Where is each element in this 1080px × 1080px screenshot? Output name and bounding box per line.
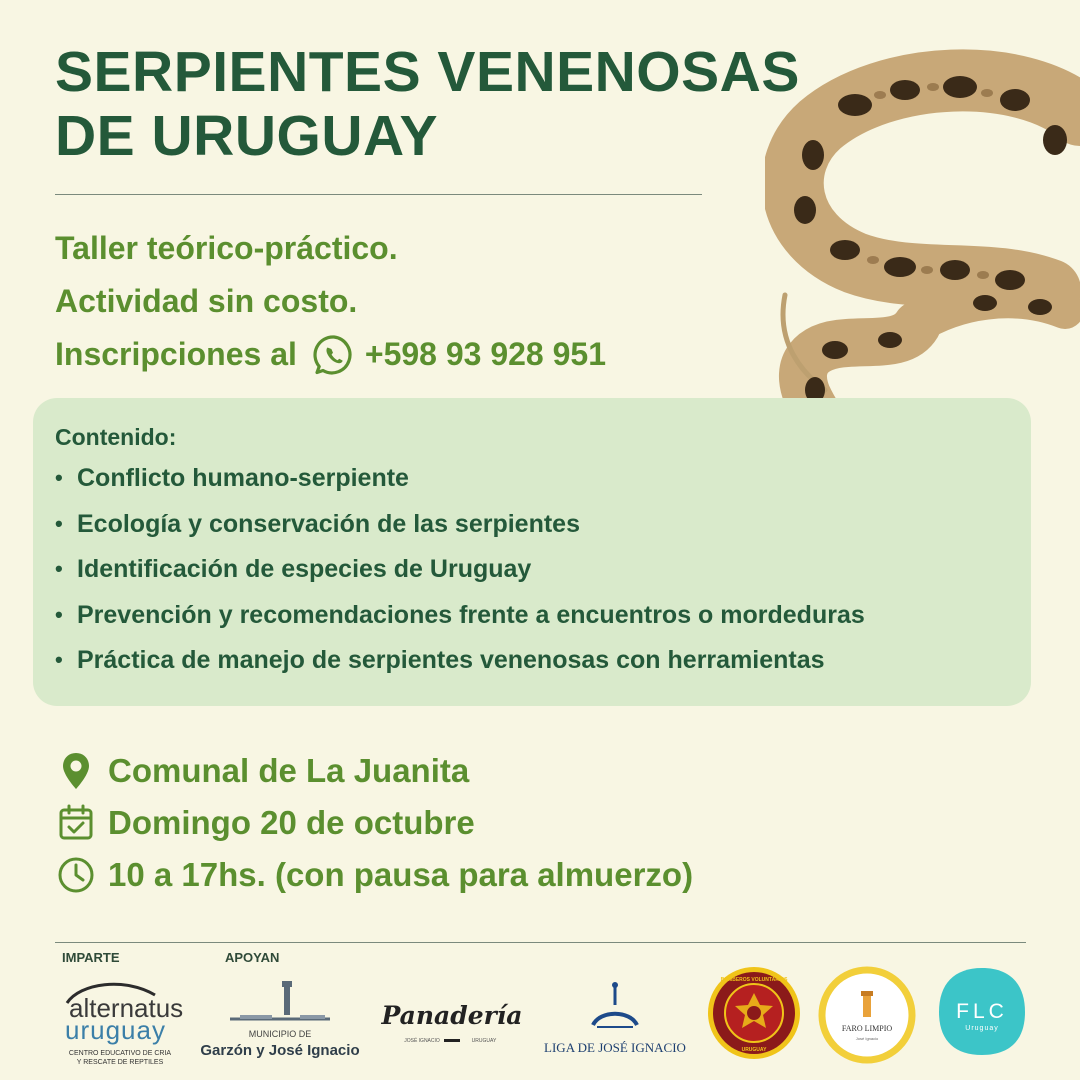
list-item [55,460,865,506]
intro-registration [55,328,606,381]
imparte-label: IMPARTE [62,950,120,965]
svg-text:URUGUAY: URUGUAY [471,1038,497,1044]
list-item-text: Prevención y recomendaciones frente a encuentros o mordeduras [77,600,865,629]
panaderia-logo [372,990,532,1050]
registration-phone[interactable]: +598 93 928 951 [364,336,606,372]
footer-divider [55,942,1026,943]
list-item [55,506,865,552]
svg-text:URUGUAY: URUGUAY [741,1047,767,1053]
svg-text:BOMBEROS VOLUNTARIOS: BOMBEROS VOLUNTARIOS [720,977,788,983]
intro-cost: Actividad sin costo. [55,283,358,319]
time-row [56,849,693,901]
whatsapp-icon [313,334,355,376]
event-details [56,745,693,901]
bullet-icon: • [55,465,63,490]
svg-text:Uruguay: Uruguay [965,1025,999,1032]
list-item-text: Identificación de especies de Uruguay [77,555,532,583]
list-item-text: Ecología y conservación de las serpientes [77,509,580,538]
title-divider [55,194,702,195]
svg-text:LIGA DE JOSÉ IGNACIO: LIGA DE JOSÉ IGNACIO [544,1040,686,1055]
apoyan-label: APOYAN [225,950,280,965]
svg-text:JOSÉ IGNACIO: JOSÉ IGNACIO [404,1038,440,1044]
bullet-icon: • [55,601,63,627]
calendar-icon [56,803,96,843]
list-item [55,642,865,688]
location-text: Comunal de La Juanita [108,752,470,789]
location-row [56,745,693,797]
clock-icon [56,855,96,895]
svg-text:José Ignacio: José Ignacio [855,1036,879,1041]
page-title [55,40,800,168]
svg-text:CENTRO EDUCATIVO DE CRIA: CENTRO EDUCATIVO DE CRIA [68,1050,172,1057]
bomberos-voluntarios-logo [706,965,802,1061]
list-item [55,597,865,643]
content-panel [33,398,1031,706]
content-list [55,460,865,688]
list-item-text: Conflicto humano-serpiente [77,464,409,492]
alternatus-uruguay-logo [55,975,185,1070]
svg-text:FLC: FLC [956,1000,1008,1023]
flc-uruguay-logo [932,962,1032,1062]
svg-text:Y RESCATE DE REPTILES: Y RESCATE DE REPTILES [76,1059,164,1066]
intro-block [55,222,606,381]
list-item-text: Práctica de manejo de serpientes venenosas con herramientas [77,646,825,674]
date-row [56,797,693,849]
bullet-icon: • [55,647,63,672]
date-text: Domingo 20 de octubre [108,804,475,841]
svg-text:alternatus: alternatus [69,993,184,1023]
location-pin-icon [56,751,96,791]
svg-text:uruguay: uruguay [65,1015,166,1045]
registration-label: Inscripciones al [55,336,297,372]
time-text: 10 a 17hs. (con pausa para almuerzo) [108,856,694,893]
bullet-icon: • [55,556,63,581]
municipio-logo [200,975,360,1065]
svg-text:FARO LIMPIO: FARO LIMPIO [841,1024,893,1033]
faro-limpio-logo [817,965,917,1065]
title-line-1: SERPIENTES VENENOSAS [55,40,800,104]
content-heading: Contenido: [55,424,177,450]
title-line-2: DE URUGUAY [55,104,438,168]
svg-text:Panadería: Panadería [381,1001,523,1030]
list-item [55,551,865,597]
bullet-icon: • [55,510,63,536]
liga-jose-ignacio-logo [535,975,695,1060]
intro-workshop-type: Taller teórico-práctico. [55,230,398,266]
svg-text:Garzón y José Ignacio: Garzón y José Ignacio [200,1042,360,1059]
svg-text:MUNICIPIO DE: MUNICIPIO DE [248,1029,312,1039]
